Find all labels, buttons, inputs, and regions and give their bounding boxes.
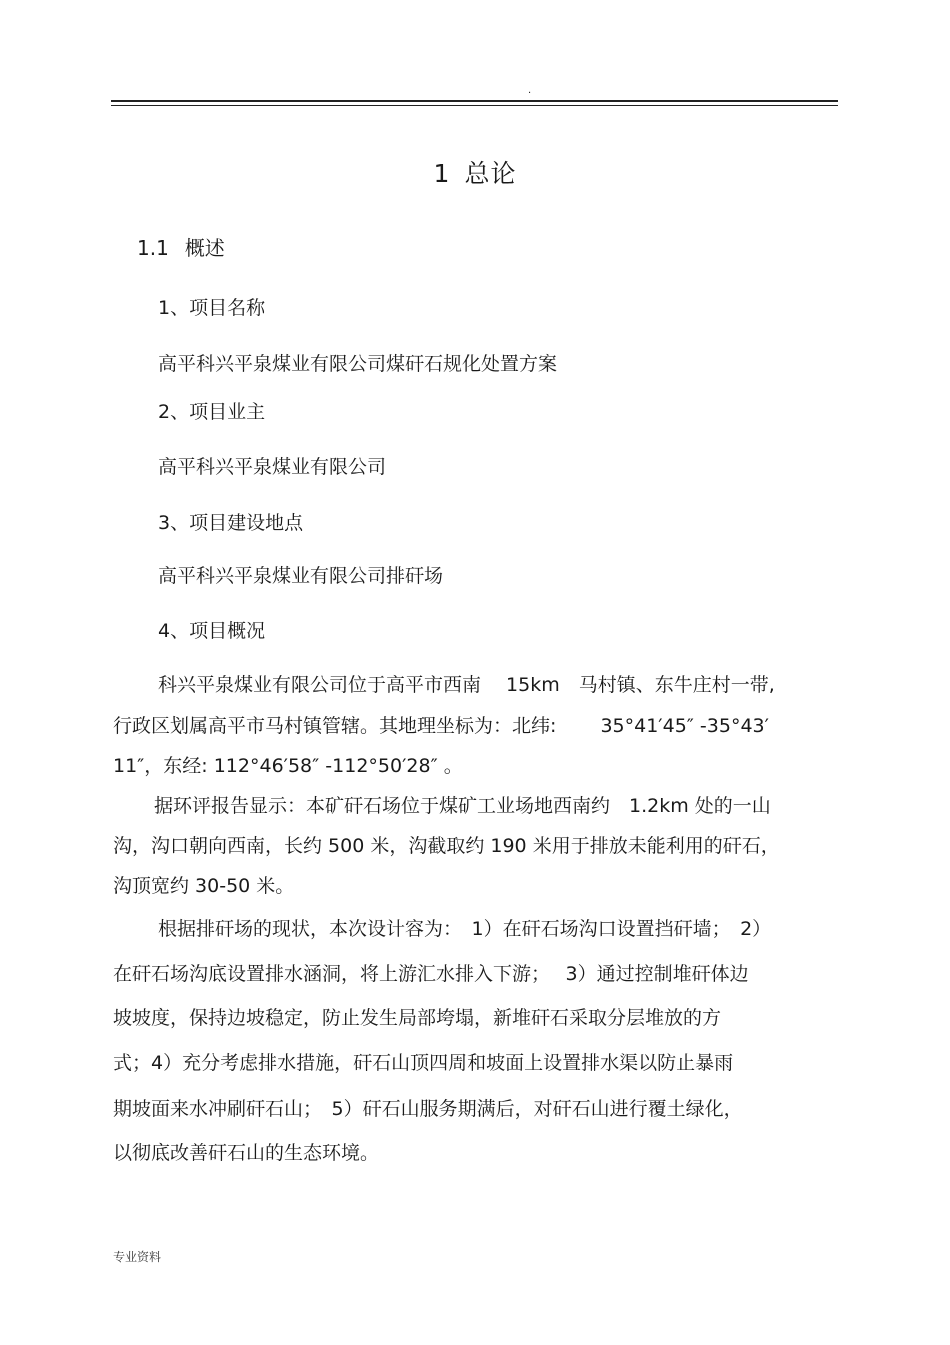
item-2-heading: 2、项目业主 bbox=[158, 401, 266, 423]
paragraph-2-line-2: 沟，沟口朝向西南，长约 500 米，沟截取约 190 米用于排放未能利用的矸石， bbox=[113, 835, 780, 857]
paragraph-3-line-4: 式；4）充分考虑排水措施，矸石山顶四周和坡面上设置排水渠以防止暴雨 bbox=[113, 1052, 734, 1074]
item-1-heading: 1、项目名称 bbox=[158, 297, 266, 319]
paragraph-2-line-3: 沟顶宽约 30-50 米。 bbox=[113, 875, 295, 897]
paragraph-3-line-3: 坡坡度，保持边坡稳定，防止发生局部垮塌，新堆矸石采取分层堆放的方 bbox=[113, 1007, 722, 1029]
header-mark: . bbox=[528, 85, 532, 96]
paragraph-1-line-2: 行政区划属高平市马村镇管辖。其地理坐标为：北纬: 35°41′45″ -35°43′ bbox=[113, 715, 769, 737]
header-rule-thin bbox=[111, 105, 838, 106]
chapter-number: 1 bbox=[433, 159, 451, 188]
paragraph-2-line-1: 据环评报告显示：本矿矸石场位于煤矿工业场地西南约 1.2km 处的一山 bbox=[154, 795, 771, 817]
item-3-heading: 3、项目建设地点 bbox=[158, 512, 304, 534]
item-3-content: 高平科兴平泉煤业有限公司排矸场 bbox=[158, 565, 444, 587]
chapter-title-text: 总论 bbox=[464, 159, 517, 188]
item-2-content: 高平科兴平泉煤业有限公司 bbox=[158, 456, 387, 478]
paragraph-3-line-5: 期坡面来水冲刷矸石山； 5）矸石山服务期满后，对矸石山进行覆土绿化， bbox=[113, 1098, 743, 1120]
section-number: 1.1 bbox=[137, 236, 169, 260]
chapter-title bbox=[0, 154, 950, 190]
paragraph-1-line-3: 11″，东经: 112°46′58″ -112°50′28″ 。 bbox=[113, 755, 463, 777]
paragraph-1-line-1: 科兴平泉煤业有限公司位于高平市西南 15km 马村镇、东牛庄村一带, bbox=[158, 674, 775, 696]
paragraph-3-line-2: 在矸石场沟底设置排水涵洞，将上游汇水排入下游； 3）通过控制堆矸体边 bbox=[113, 963, 749, 985]
footer-label: 专业资料 bbox=[113, 1250, 162, 1264]
item-4-heading: 4、项目概况 bbox=[158, 620, 266, 642]
section-title-text: 概述 bbox=[184, 236, 225, 260]
paragraph-3-line-1: 根据排矸场的现状，本次设计容为： 1）在矸石场沟口设置挡矸墙； 2） bbox=[158, 918, 772, 940]
paragraph-3-line-6: 以彻底改善矸石山的生态环境。 bbox=[113, 1142, 380, 1164]
section-title bbox=[137, 232, 225, 261]
header-rule-thick bbox=[111, 100, 838, 102]
item-1-content: 高平科兴平泉煤业有限公司煤矸石规化处置方案 bbox=[158, 353, 558, 375]
